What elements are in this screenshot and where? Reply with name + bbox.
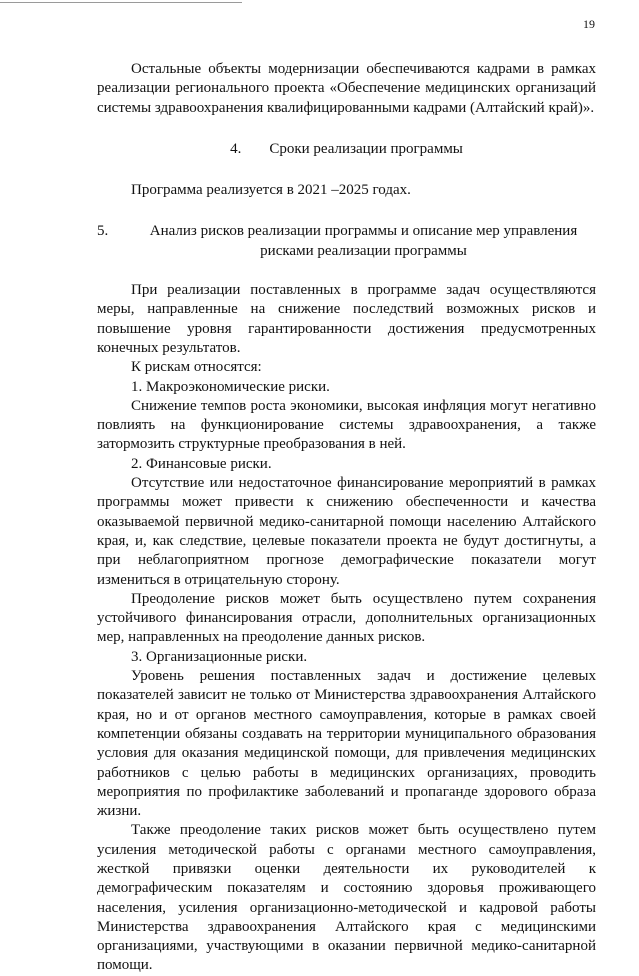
section-5-paragraph: При реализации поставленных в программе задач осуществляются меры, направленные на снижение последствий возможных рисков и повышение уровня гарантированности достижения предусмотренных конечных результатов. [97,282,596,356]
section-5-title: Анализ рисков реализации программы и описание мер управления рисками реализации программы [149,223,578,259]
document-body [97,60,596,976]
page-number: 19 [583,17,595,31]
section-5-paragraph: Преодоление рисков может быть осуществлено путем сохранения устойчивого финансирования отрасли, дополнительных организационных мер, направленных на преодоление данных рисков. [97,590,596,646]
section-5-heading [97,222,596,261]
section-4-heading [97,140,596,159]
risk-heading-organizational: 3. Организационные риски. [131,648,308,665]
section-5-paragraph: Уровень решения поставленных задач и достижение целевых показателей зависит не только от Министерства здравоохранения Алтайского края, но и от органов местного самоуправления, которые в рамках своей компетенции обязаны создавать на территории муниципального образования условия для оказания медицинской помощи, для привлечения медицинских работников с целью работы в медицинских организациях, проводить мероприятия по профилактике заболеваний и пропаганде здорового образа жизни. [97,668,596,820]
scan-edge-line [0,2,242,3]
section-5-paragraph: Отсутствие или недостаточное финансирование мероприятий в рамках программы может привести к снижению обеспеченности и качества оказываемой первичной медико-санитарной помощи населению Алтайского края, и, как следствие, целевые показатели проекта не будут достигнуты, а при неблагоприятном прогнозе демографические показатели могут измениться в отрицательную сторону. [97,475,596,588]
section-4-text: Программа реализуется в 2021 –2025 годах. [131,182,411,199]
section-5-paragraph: Снижение темпов роста экономики, высокая инфляция могут негативно повлиять на функционирование системы здравоохранения, а также затормозить структурные преобразования в ней. [97,397,596,453]
intro-paragraph: Остальные объекты модернизации обеспечиваются кадрами в рамках реализации регионального проекта «Обеспечение медицинских организаций системы здравоохранения квалифицированными кадрами (Алтайский край)». [97,61,596,116]
section-5-paragraph: Также преодоление таких рисков может быть осуществлено путем усиления методической работы с органами местного самоуправления, жесткой привязки оценки деятельности их руководителей к демографическим показателям и состоянию здоровья проживающего населения, усиления организационно-методической и кадровой работы Министерства здравоохранения Алтайского края с медицинскими организациями, участвующими в оказании первичной медико-санитарной помощи. [97,822,596,974]
section-4-title: Сроки реализации программы [269,140,463,157]
risk-heading-financial: 2. Финансовые риски. [131,455,272,472]
section-5-paragraph: К рискам относятся: [131,359,262,376]
risk-heading-macroeconomic: 1. Макроэкономические риски. [131,378,330,395]
section-4-number: 4. [230,140,242,157]
section-5-number: 5. [97,223,109,240]
